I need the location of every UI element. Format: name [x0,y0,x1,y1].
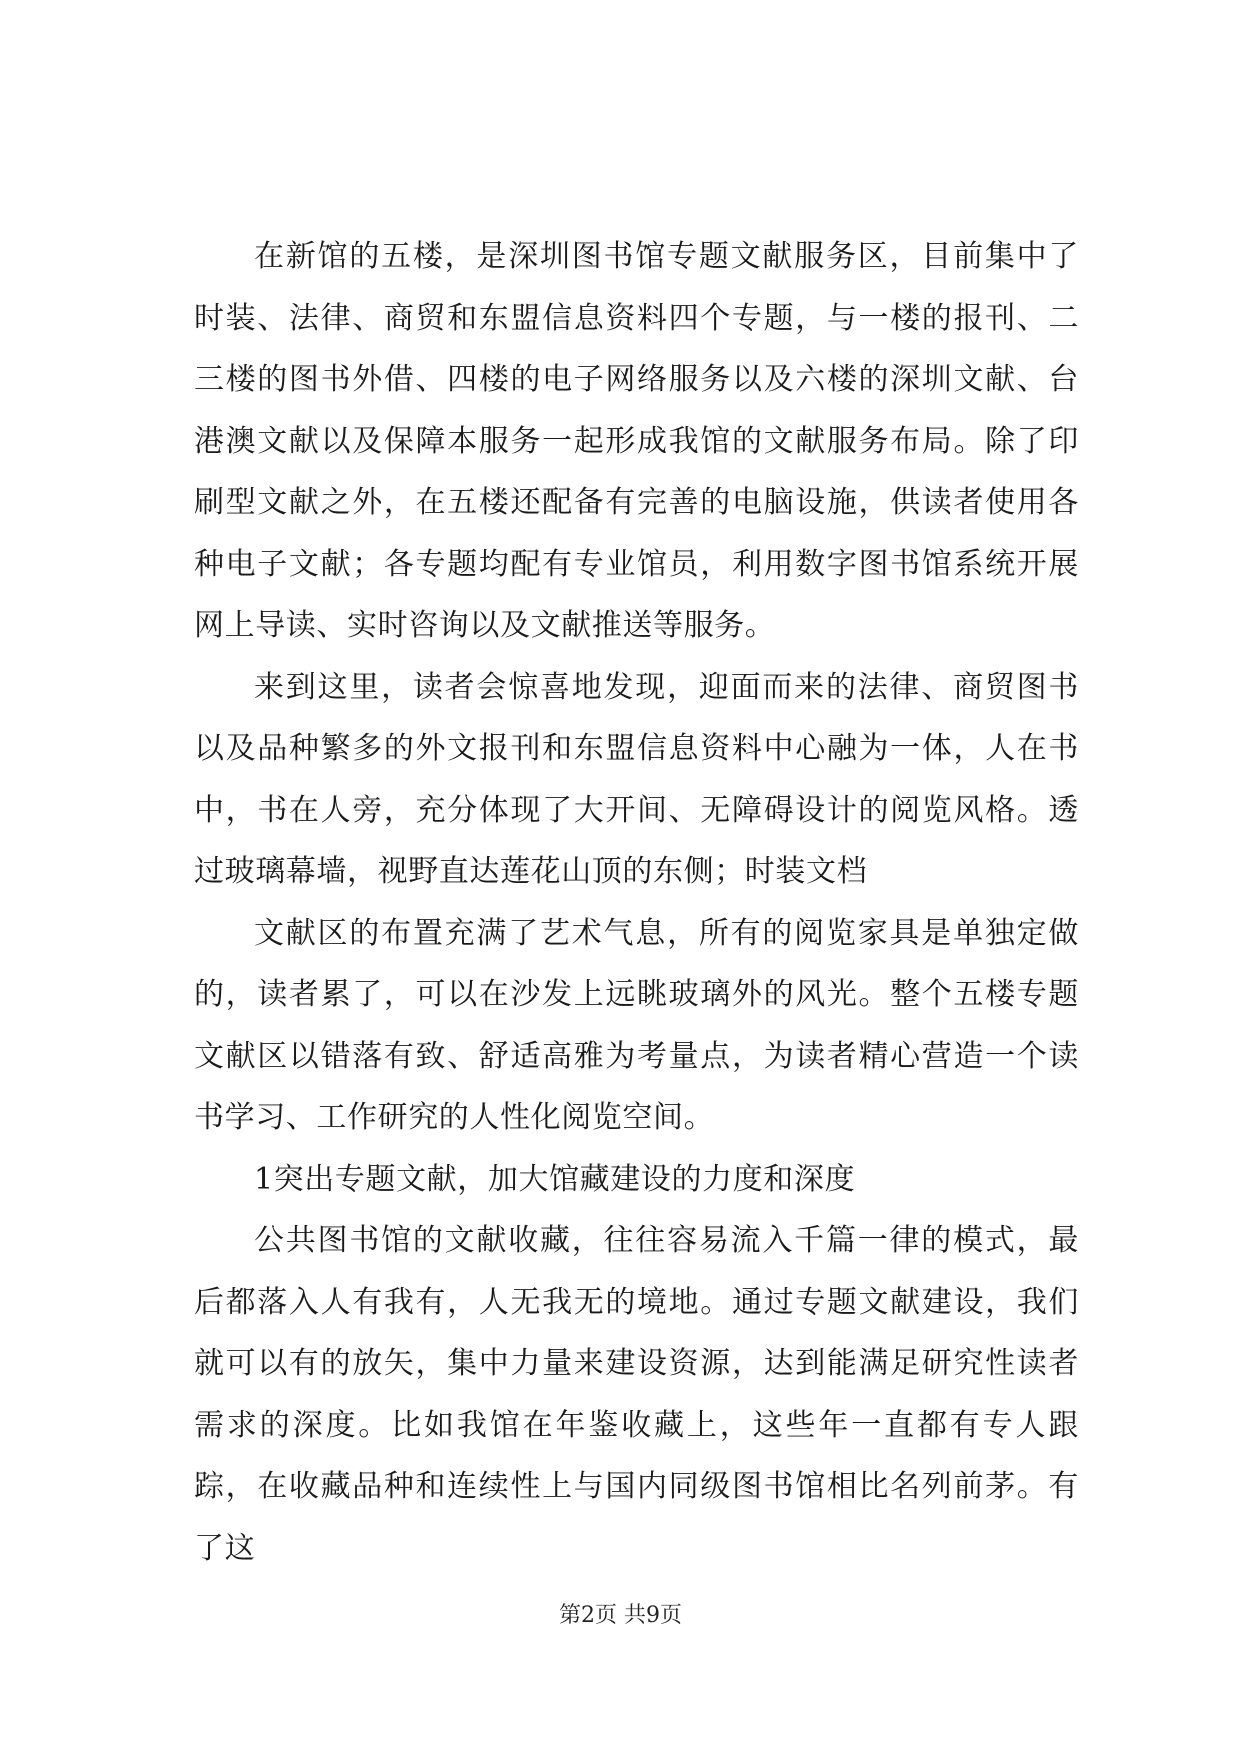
paragraph-fifth-floor-service-area: 在新馆的五楼，是深圳图书馆专题文献服务区，目前集中了时装、法律、商贸和东盟信息资料四个专题，与一楼的报刊、二三楼的图书外借、四楼的电子网络服务以及六楼的深圳文献、台港澳文献以及保障本服务一起形成我馆的文献服务布局。除了印刷型文献之外，在五楼还配备有完善的电脑设施，供读者使用各种电子文献；各专题均配有专业馆员，利用数字图书馆系统开展网上导读、实时咨询以及文献推送等服务。 [194,239,1079,643]
section-heading: 1突出专题文献，加大馆藏建设的力度和深度 [254,1161,856,1197]
page-number-footer: 第2页 共9页 [559,1603,682,1628]
paragraph-reader-experience: 来到这里，读者会惊喜地发现，迎面而来的法律、商贸图书以及品种繁多的外文报刊和东盟信息资料中心融为一体，人在书中，书在人旁，充分体现了大开间、无障碍设计的阅览风格。透过玻璃幕墙，视野直达莲花山顶的东侧；时装文档 [194,669,1079,889]
body-text [194,226,1079,1579]
paragraph-collection-building: 公共图书馆的文献收藏，往往容易流入千篇一律的模式，最后都落入人有我有，人无我无的境地。通过专题文献建设，我们就可以有的放矢，集中力量来建设资源，达到能满足研究性读者需求的深度。比如我馆在年鉴收藏上，这些年一直都有专人跟踪，在收藏品种和连续性上与国内同级图书馆相比名列前茅。有了这 [194,1223,1079,1566]
paragraph-reading-area-layout: 文献区的布置充满了艺术气息，所有的阅览家具是单独定做的，读者累了，可以在沙发上远眺玻璃外的风光。整个五楼专题文献区以错落有致、舒适高雅为考量点，为读者精心营造一个读书学习、工作研究的人性化阅览空间。 [194,915,1079,1135]
